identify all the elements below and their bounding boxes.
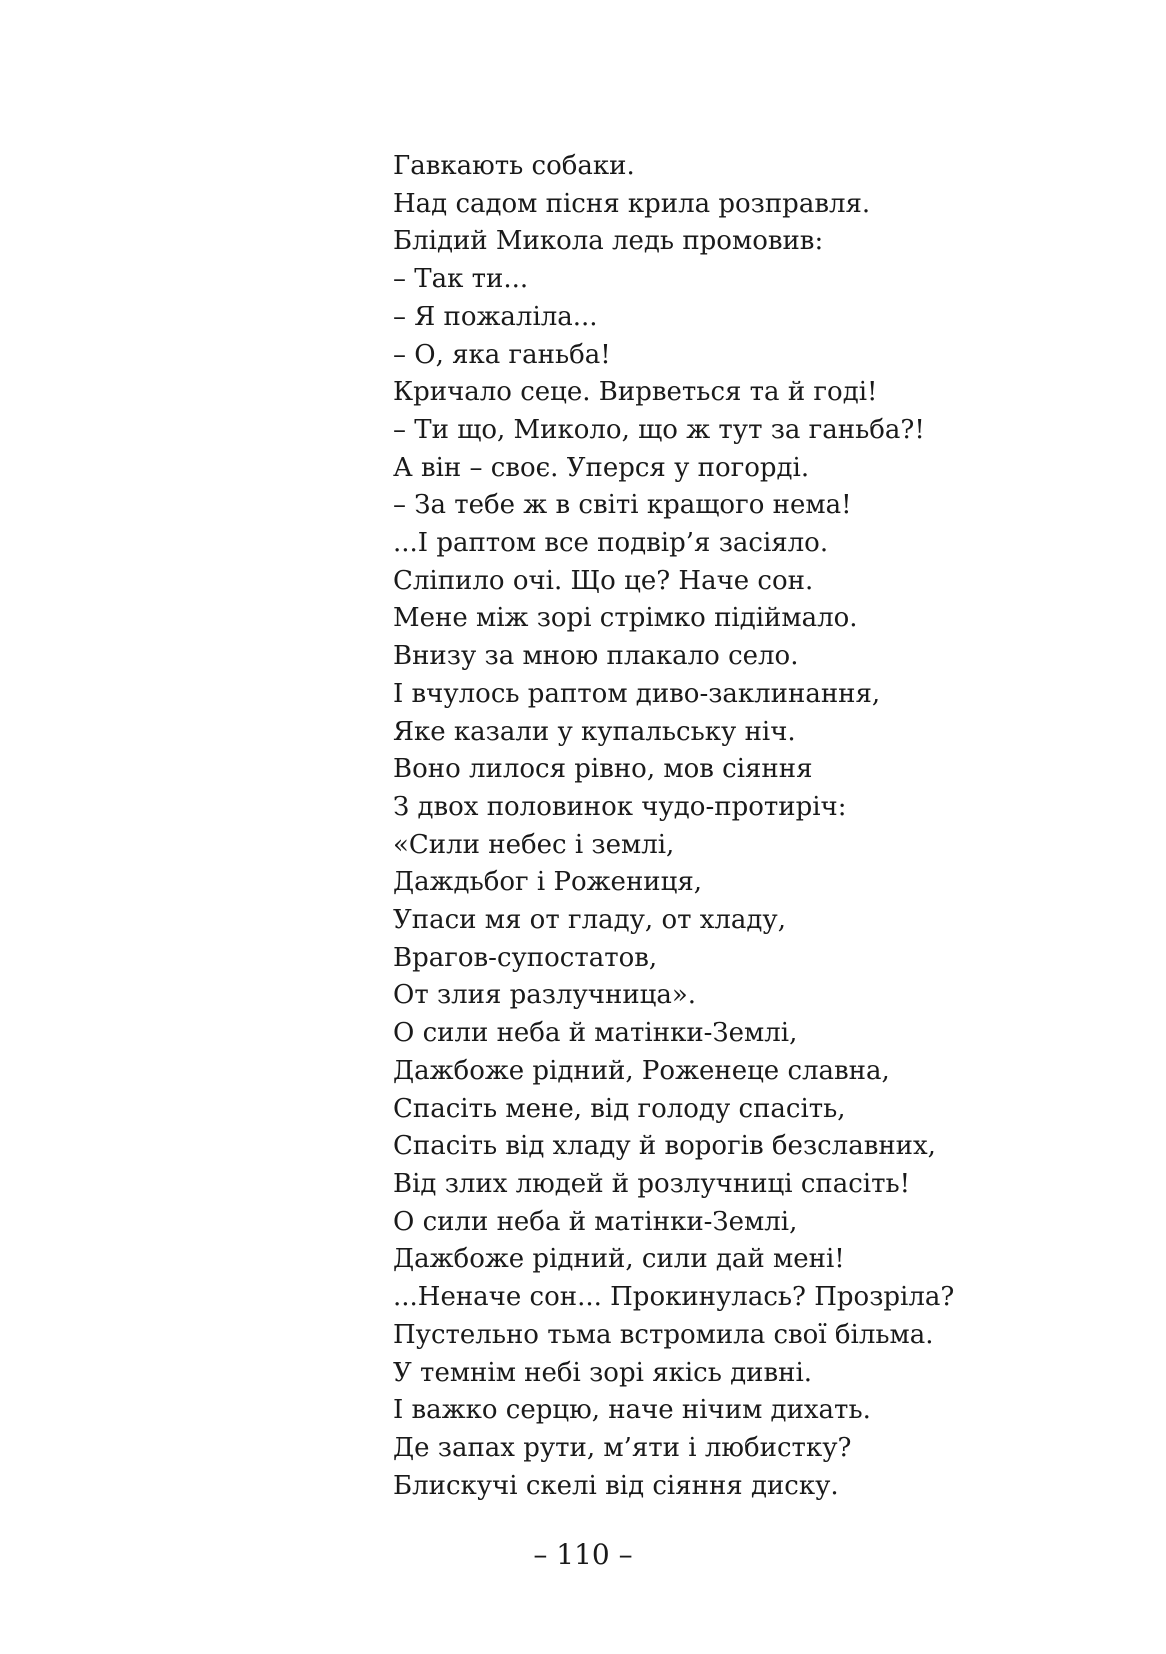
poem-line: Над садом пісня крила розправля. bbox=[393, 188, 871, 219]
poem-line: Де запах рути, м’яти і любистку? bbox=[393, 1432, 852, 1463]
poem-line: «Сили небес і землі, bbox=[393, 829, 675, 860]
poem-line: Дажбоже рідний, Роженеце славна, bbox=[393, 1055, 890, 1086]
poem-line: Мене між зорі стрімко підіймало. bbox=[393, 603, 858, 634]
poem-line: Врагов-супостатов, bbox=[393, 942, 658, 973]
poem-line: Від злих людей й розлучниці спасіть! bbox=[393, 1168, 911, 1199]
poem-line: О сили неба й матінки-Землі, bbox=[393, 1018, 798, 1049]
poem-line: З двох половинок чудо-протиріч: bbox=[393, 791, 847, 822]
poem-line: Даждьбог і Рожениця, bbox=[393, 867, 702, 898]
poem-line: Спасіть від хладу й ворогів безславних, bbox=[393, 1131, 936, 1162]
poem-text bbox=[393, 148, 1113, 1505]
poem-line: Блідий Микола ледь промовив: bbox=[393, 226, 824, 257]
poem-line: У темнім небі зорі якісь дивні. bbox=[393, 1357, 813, 1388]
poem-line: Блискучі скелі від сіяння диску. bbox=[393, 1470, 839, 1501]
poem-line: – О, яка ганьба! bbox=[393, 339, 611, 370]
poem-line: Гавкають собаки. bbox=[393, 151, 635, 181]
poem-line: І важко серцю, наче нічим дихать. bbox=[393, 1395, 871, 1426]
poem-line: – Так ти... bbox=[393, 264, 529, 295]
poem-line: ...Неначе сон... Прокинулась? Прозріла? bbox=[393, 1282, 955, 1313]
poem-line: – За тебе ж в світі кращого нема! bbox=[393, 490, 852, 521]
poem-line: – Ти що, Миколо, що ж тут за ганьба?! bbox=[393, 414, 925, 445]
poem-line: От злия разлучница». bbox=[393, 980, 697, 1011]
poem-line: Воно лилося рівно, мов сіяння bbox=[393, 754, 813, 785]
poem-line: І вчулось раптом диво-заклинання, bbox=[393, 678, 881, 709]
page-number: – 110 – bbox=[533, 1538, 633, 1571]
poem-line: Спасіть мене, від голоду спасіть, bbox=[393, 1093, 846, 1124]
poem-line: Кричало сеце. Вирветься та й годі! bbox=[393, 377, 878, 408]
poem-line: Сліпило очі. Що це? Наче сон. bbox=[393, 565, 814, 596]
poem-line: Яке казали у купальську ніч. bbox=[393, 716, 796, 747]
poem-line: Дажбоже рідний, сили дай мені! bbox=[393, 1244, 845, 1275]
poem-line: – Я пожаліла... bbox=[393, 301, 598, 332]
poem-line: Пустельно тьма встромила свої більма. bbox=[393, 1319, 934, 1350]
poem-line: ...І раптом все подвір’я засіяло. bbox=[393, 528, 829, 559]
poem-line: О сили неба й матінки-Землі, bbox=[393, 1206, 798, 1237]
poem-line: Внизу за мною плакало село. bbox=[393, 641, 799, 672]
poem-line: Упаси мя от гладу, от хладу, bbox=[393, 905, 786, 936]
poem-line: А він – своє. Уперся у погорді. bbox=[393, 452, 810, 483]
